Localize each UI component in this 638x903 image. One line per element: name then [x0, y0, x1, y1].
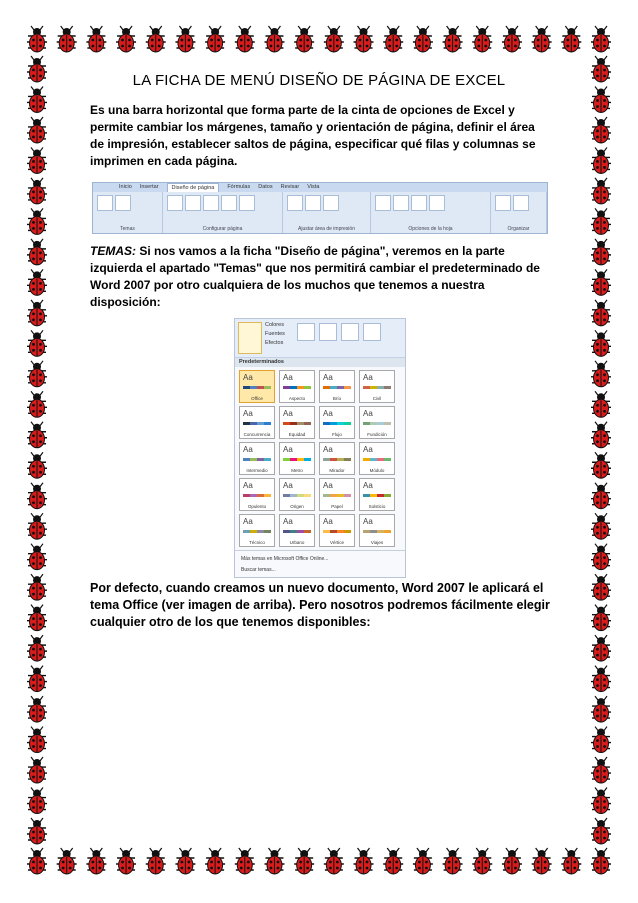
theme-preview-text: Aa: [363, 517, 373, 526]
ladybug-icon: [27, 452, 47, 478]
ribbon-tab[interactable]: Fórmulas: [227, 184, 251, 190]
ribbon-group-label: Organizar: [507, 226, 530, 232]
theme-thumbnail[interactable]: [239, 442, 275, 475]
theme-color-swatch: [243, 458, 271, 461]
ladybug-icon: [591, 26, 611, 52]
theme-preview-text: Aa: [323, 445, 333, 454]
ribbon-tabs: [93, 183, 547, 192]
ladybug-icon: [502, 26, 522, 52]
ladybug-icon: [27, 269, 47, 295]
theme-color-swatch: [323, 494, 351, 497]
ribbon-screenshot: [92, 182, 548, 234]
theme-thumbnail[interactable]: [239, 514, 275, 547]
theme-name: Metro: [291, 468, 303, 473]
theme-color-swatch: [243, 422, 271, 425]
ribbon-tab[interactable]: Diseño de página: [167, 183, 220, 192]
ladybug-icon: [413, 848, 433, 874]
ribbon-group: [371, 192, 491, 233]
ladybug-icon: [235, 848, 255, 874]
ladybug-icon: [27, 788, 47, 814]
ladybug-icon: [264, 26, 284, 52]
ladybug-icon: [27, 56, 47, 82]
page-tool-button[interactable]: [297, 323, 315, 341]
theme-name: Equidad: [288, 432, 306, 437]
theme-menu-item[interactable]: Efectos: [265, 340, 284, 346]
ribbon-button[interactable]: [429, 195, 445, 211]
theme-thumbnail[interactable]: [319, 478, 355, 511]
theme-name: Aspecto: [288, 396, 306, 401]
ladybug-icon: [27, 666, 47, 692]
ladybug-icon: [205, 26, 225, 52]
theme-color-swatch: [363, 530, 391, 533]
theme-color-swatch: [283, 386, 311, 389]
closing-paragraph: Por defecto, cuando creamos un nuevo documento, Word 2007 le aplicará el tema Office (ver imagen de arriba). Pero nosotros podremos fácilmente elegir cualquier otro de los que tenemos disponibles:: [90, 581, 550, 629]
ribbon-group: [491, 192, 547, 233]
theme-preview-text: Aa: [323, 481, 333, 490]
theme-name: Civil: [372, 396, 382, 401]
theme-thumbnail[interactable]: [319, 514, 355, 547]
ladybug-icon: [413, 26, 433, 52]
ribbon-groups: [93, 192, 547, 233]
ladybug-icon: [591, 56, 611, 82]
gallery-link[interactable]: [241, 576, 399, 578]
page-tool-button[interactable]: [341, 323, 359, 341]
theme-preview-text: Aa: [243, 409, 253, 418]
ladybug-icon: [57, 26, 77, 52]
ribbon-button[interactable]: [393, 195, 409, 211]
ladybug-icon: [591, 117, 611, 143]
theme-color-swatch: [283, 458, 311, 461]
ladybug-icon: [591, 330, 611, 356]
theme-preview-text: Aa: [283, 517, 293, 526]
ribbon-group: [93, 192, 163, 233]
ribbon-button[interactable]: [305, 195, 321, 211]
ladybug-icon: [175, 26, 195, 52]
theme-color-swatch: [323, 458, 351, 461]
theme-color-swatch: [323, 530, 351, 533]
ladybug-icon: [27, 361, 47, 387]
ladybug-icon: [205, 848, 225, 874]
ladybug-icon: [235, 26, 255, 52]
theme-name: Flujo: [332, 432, 342, 437]
ladybug-icon: [591, 818, 611, 844]
ladybug-icon: [27, 26, 47, 52]
ladybug-icon: [27, 848, 47, 874]
ribbon-tab[interactable]: Insertar: [139, 184, 159, 190]
ribbon-group-label: Configurar página: [202, 226, 243, 232]
ribbon-button[interactable]: [513, 195, 529, 211]
page-tools: [297, 319, 381, 357]
ladybug-icon: [27, 605, 47, 631]
theme-preview-text: Aa: [323, 409, 333, 418]
ladybug-icon: [591, 239, 611, 265]
ladybug-icon: [27, 300, 47, 326]
ladybug-icon: [27, 86, 47, 112]
ribbon-tab[interactable]: Datos: [258, 184, 273, 190]
ladybug-icon: [146, 848, 166, 874]
ribbon-group: [163, 192, 283, 233]
theme-color-swatch: [283, 494, 311, 497]
ladybug-icon: [591, 452, 611, 478]
theme-name: Fundición: [367, 432, 387, 437]
theme-thumbnail[interactable]: [239, 478, 275, 511]
ladybug-icon: [27, 483, 47, 509]
gallery-section-header: Predeterminados: [235, 358, 405, 367]
ladybug-icon: [591, 513, 611, 539]
ladybug-icon: [27, 635, 47, 661]
theme-name: Técnico: [249, 540, 265, 545]
ladybug-icon: [591, 86, 611, 112]
ladybug-icon: [27, 818, 47, 844]
gallery-link[interactable]: Más temas en Microsoft Office Online...: [241, 556, 329, 562]
theme-name: Office: [251, 396, 263, 401]
ladybug-icon: [27, 422, 47, 448]
ladybug-icon: [591, 300, 611, 326]
page-tool-button[interactable]: [319, 323, 337, 341]
theme-color-swatch: [363, 386, 391, 389]
ladybug-icon: [27, 696, 47, 722]
ladybug-icon: [294, 848, 314, 874]
theme-color-swatch: [323, 386, 351, 389]
theme-thumbnail[interactable]: [239, 406, 275, 439]
theme-color-swatch: [243, 494, 271, 497]
ladybug-icon: [354, 848, 374, 874]
ladybug-icon: [27, 544, 47, 570]
ribbon-tab[interactable]: Vista: [307, 184, 320, 190]
ribbon-button[interactable]: [287, 195, 303, 211]
theme-preview-text: Aa: [243, 481, 253, 490]
ladybug-icon: [27, 391, 47, 417]
ladybug-icon: [175, 848, 195, 874]
theme-name: Urbano: [289, 540, 305, 545]
ladybug-icon: [532, 26, 552, 52]
page-title: LA FICHA DE MENÚ DISEÑO DE PÁGINA DE EXCEL: [132, 72, 506, 89]
theme-name: Origen: [290, 504, 304, 509]
theme-thumbnail[interactable]: [319, 442, 355, 475]
ladybug-icon: [383, 26, 403, 52]
theme-menu-item[interactable]: Fuentes: [265, 331, 285, 337]
ladybug-icon: [591, 605, 611, 631]
ladybug-icon: [591, 178, 611, 204]
theme-thumbnail[interactable]: [279, 442, 315, 475]
theme-preview-text: Aa: [243, 445, 253, 454]
theme-preview-text: Aa: [363, 409, 373, 418]
ribbon-button[interactable]: [239, 195, 255, 211]
ladybug-icon: [532, 848, 552, 874]
ladybug-icon: [561, 848, 581, 874]
ribbon-tab[interactable]: Inicio: [119, 184, 132, 190]
ladybug-icon: [591, 269, 611, 295]
ribbon-group-label: Opciones de la hoja: [408, 226, 453, 232]
ladybug-icon: [27, 330, 47, 356]
theme-color-swatch: [363, 422, 391, 425]
ladybug-icon: [591, 696, 611, 722]
ladybug-icon: [27, 727, 47, 753]
theme-name: Concurrencia: [243, 432, 271, 437]
theme-color-swatch: [243, 386, 271, 389]
page-tool-button[interactable]: [363, 323, 381, 341]
theme-preview-text: Aa: [283, 445, 293, 454]
theme-name: Vértice: [329, 540, 344, 545]
ribbon-button[interactable]: [115, 195, 131, 211]
ladybug-icon: [591, 422, 611, 448]
ladybug-icon: [591, 483, 611, 509]
ladybug-icon: [591, 635, 611, 661]
ladybug-icon: [27, 513, 47, 539]
temas-text: Si nos vamos a la ficha "Diseño de página", veremos en la parte izquierda el apartado "Temas" que nos permitirá cambiar el predeterminado de Word 2007 por otro cualquiera de los muchos que tenemos a nuestra disposición:: [90, 244, 540, 309]
ladybug-icon: [27, 574, 47, 600]
ladybug-icon: [591, 544, 611, 570]
theme-preview-text: Aa: [283, 481, 293, 490]
theme-menu: [265, 319, 285, 357]
theme-preview-text: Aa: [283, 373, 293, 382]
ladybug-icon: [27, 147, 47, 173]
ladybug-icon: [472, 848, 492, 874]
theme-name: Intermedio: [246, 468, 268, 473]
ribbon-button[interactable]: [323, 195, 339, 211]
theme-color-swatch: [363, 458, 391, 461]
theme-color-swatch: [323, 422, 351, 425]
theme-color-swatch: [243, 530, 271, 533]
intro-paragraph: Es una barra horizontal que forma parte de la cinta de opciones de Excel y permite cambiar los márgenes, tamaño y orientación de página, definir el área de impresión, establecer saltos de página, especificar qué filas y columnas se imprimen en cada página.: [90, 103, 536, 168]
ladybug-icon: [591, 147, 611, 173]
ladybug-icon: [116, 26, 136, 52]
ladybug-icon: [591, 391, 611, 417]
theme-preview-text: Aa: [323, 517, 333, 526]
ladybug-icon: [591, 666, 611, 692]
theme-preview-text: Aa: [363, 373, 373, 382]
theme-thumbnail[interactable]: [359, 478, 395, 511]
theme-thumbnails: [235, 367, 405, 550]
ribbon-group-label: Ajustar área de impresión: [298, 226, 355, 232]
ribbon-button[interactable]: [495, 195, 511, 211]
ribbon-button[interactable]: [221, 195, 237, 211]
ladybug-icon: [354, 26, 374, 52]
theme-preview-text: Aa: [363, 481, 373, 490]
theme-thumbnail[interactable]: [279, 478, 315, 511]
ribbon-button[interactable]: [167, 195, 183, 211]
theme-thumbnail[interactable]: [319, 370, 355, 403]
theme-thumbnail[interactable]: [359, 514, 395, 547]
ladybug-icon: [591, 727, 611, 753]
gallery-link[interactable]: Buscar temas...: [241, 567, 276, 573]
ladybug-icon: [264, 848, 284, 874]
theme-thumbnail[interactable]: [359, 442, 395, 475]
ladybug-icon: [116, 848, 136, 874]
ladybug-icon: [27, 239, 47, 265]
ladybug-icon: [591, 788, 611, 814]
temas-button[interactable]: [238, 322, 262, 354]
theme-thumbnail[interactable]: [279, 370, 315, 403]
ribbon-group: [283, 192, 371, 233]
ribbon-button[interactable]: [203, 195, 219, 211]
theme-menu-item[interactable]: Colores: [265, 322, 284, 328]
ribbon-tab[interactable]: Revisar: [280, 184, 300, 190]
theme-name: Papel: [331, 504, 343, 509]
ribbon-button[interactable]: [375, 195, 391, 211]
ladybug-icon: [86, 848, 106, 874]
ladybug-icon: [324, 26, 344, 52]
theme-thumbnail[interactable]: [359, 370, 395, 403]
ladybug-icon: [443, 26, 463, 52]
theme-name: Solsticio: [368, 504, 386, 509]
ladybug-icon: [591, 757, 611, 783]
ladybug-icon: [472, 26, 492, 52]
theme-thumbnail[interactable]: [239, 370, 275, 403]
ladybug-icon: [27, 757, 47, 783]
temas-paragraph: [90, 243, 550, 311]
gallery-links: [235, 550, 405, 578]
ribbon-button[interactable]: [411, 195, 427, 211]
themes-gallery-screenshot: [234, 318, 406, 578]
ladybug-icon: [294, 26, 314, 52]
ladybug-icon: [27, 208, 47, 234]
theme-color-swatch: [363, 494, 391, 497]
ladybug-icon: [591, 848, 611, 874]
ladybug-icon: [86, 26, 106, 52]
ribbon-button[interactable]: [97, 195, 113, 211]
ladybug-icon: [146, 26, 166, 52]
theme-name: Módulo: [369, 468, 385, 473]
ladybug-icon: [383, 848, 403, 874]
ladybug-icon: [27, 117, 47, 143]
ladybug-icon: [324, 848, 344, 874]
gallery-toolbar: [235, 319, 405, 358]
ladybug-icon: [443, 848, 463, 874]
ladybug-icon: [591, 574, 611, 600]
ladybug-icon: [27, 178, 47, 204]
theme-thumbnail[interactable]: [279, 514, 315, 547]
theme-preview-text: Aa: [363, 445, 373, 454]
theme-color-swatch: [283, 530, 311, 533]
theme-name: Viajes: [370, 540, 384, 545]
ribbon-group-label: Temas: [120, 226, 135, 232]
ladybug-icon: [502, 848, 522, 874]
theme-preview-text: Aa: [283, 409, 293, 418]
ladybug-icon: [591, 208, 611, 234]
theme-name: Opulento: [247, 504, 267, 509]
theme-thumbnail[interactable]: [279, 406, 315, 439]
ladybug-icon: [561, 26, 581, 52]
theme-thumbnail[interactable]: [319, 406, 355, 439]
theme-preview-text: Aa: [243, 517, 253, 526]
ladybug-icon: [591, 361, 611, 387]
ladybug-icon: [57, 848, 77, 874]
theme-name: Mirador: [329, 468, 345, 473]
temas-label: TEMAS:: [90, 244, 136, 258]
theme-preview-text: Aa: [323, 373, 333, 382]
theme-preview-text: Aa: [243, 373, 253, 382]
theme-thumbnail[interactable]: [359, 406, 395, 439]
theme-name: Brío: [332, 396, 342, 401]
ribbon-button[interactable]: [185, 195, 201, 211]
theme-color-swatch: [283, 422, 311, 425]
